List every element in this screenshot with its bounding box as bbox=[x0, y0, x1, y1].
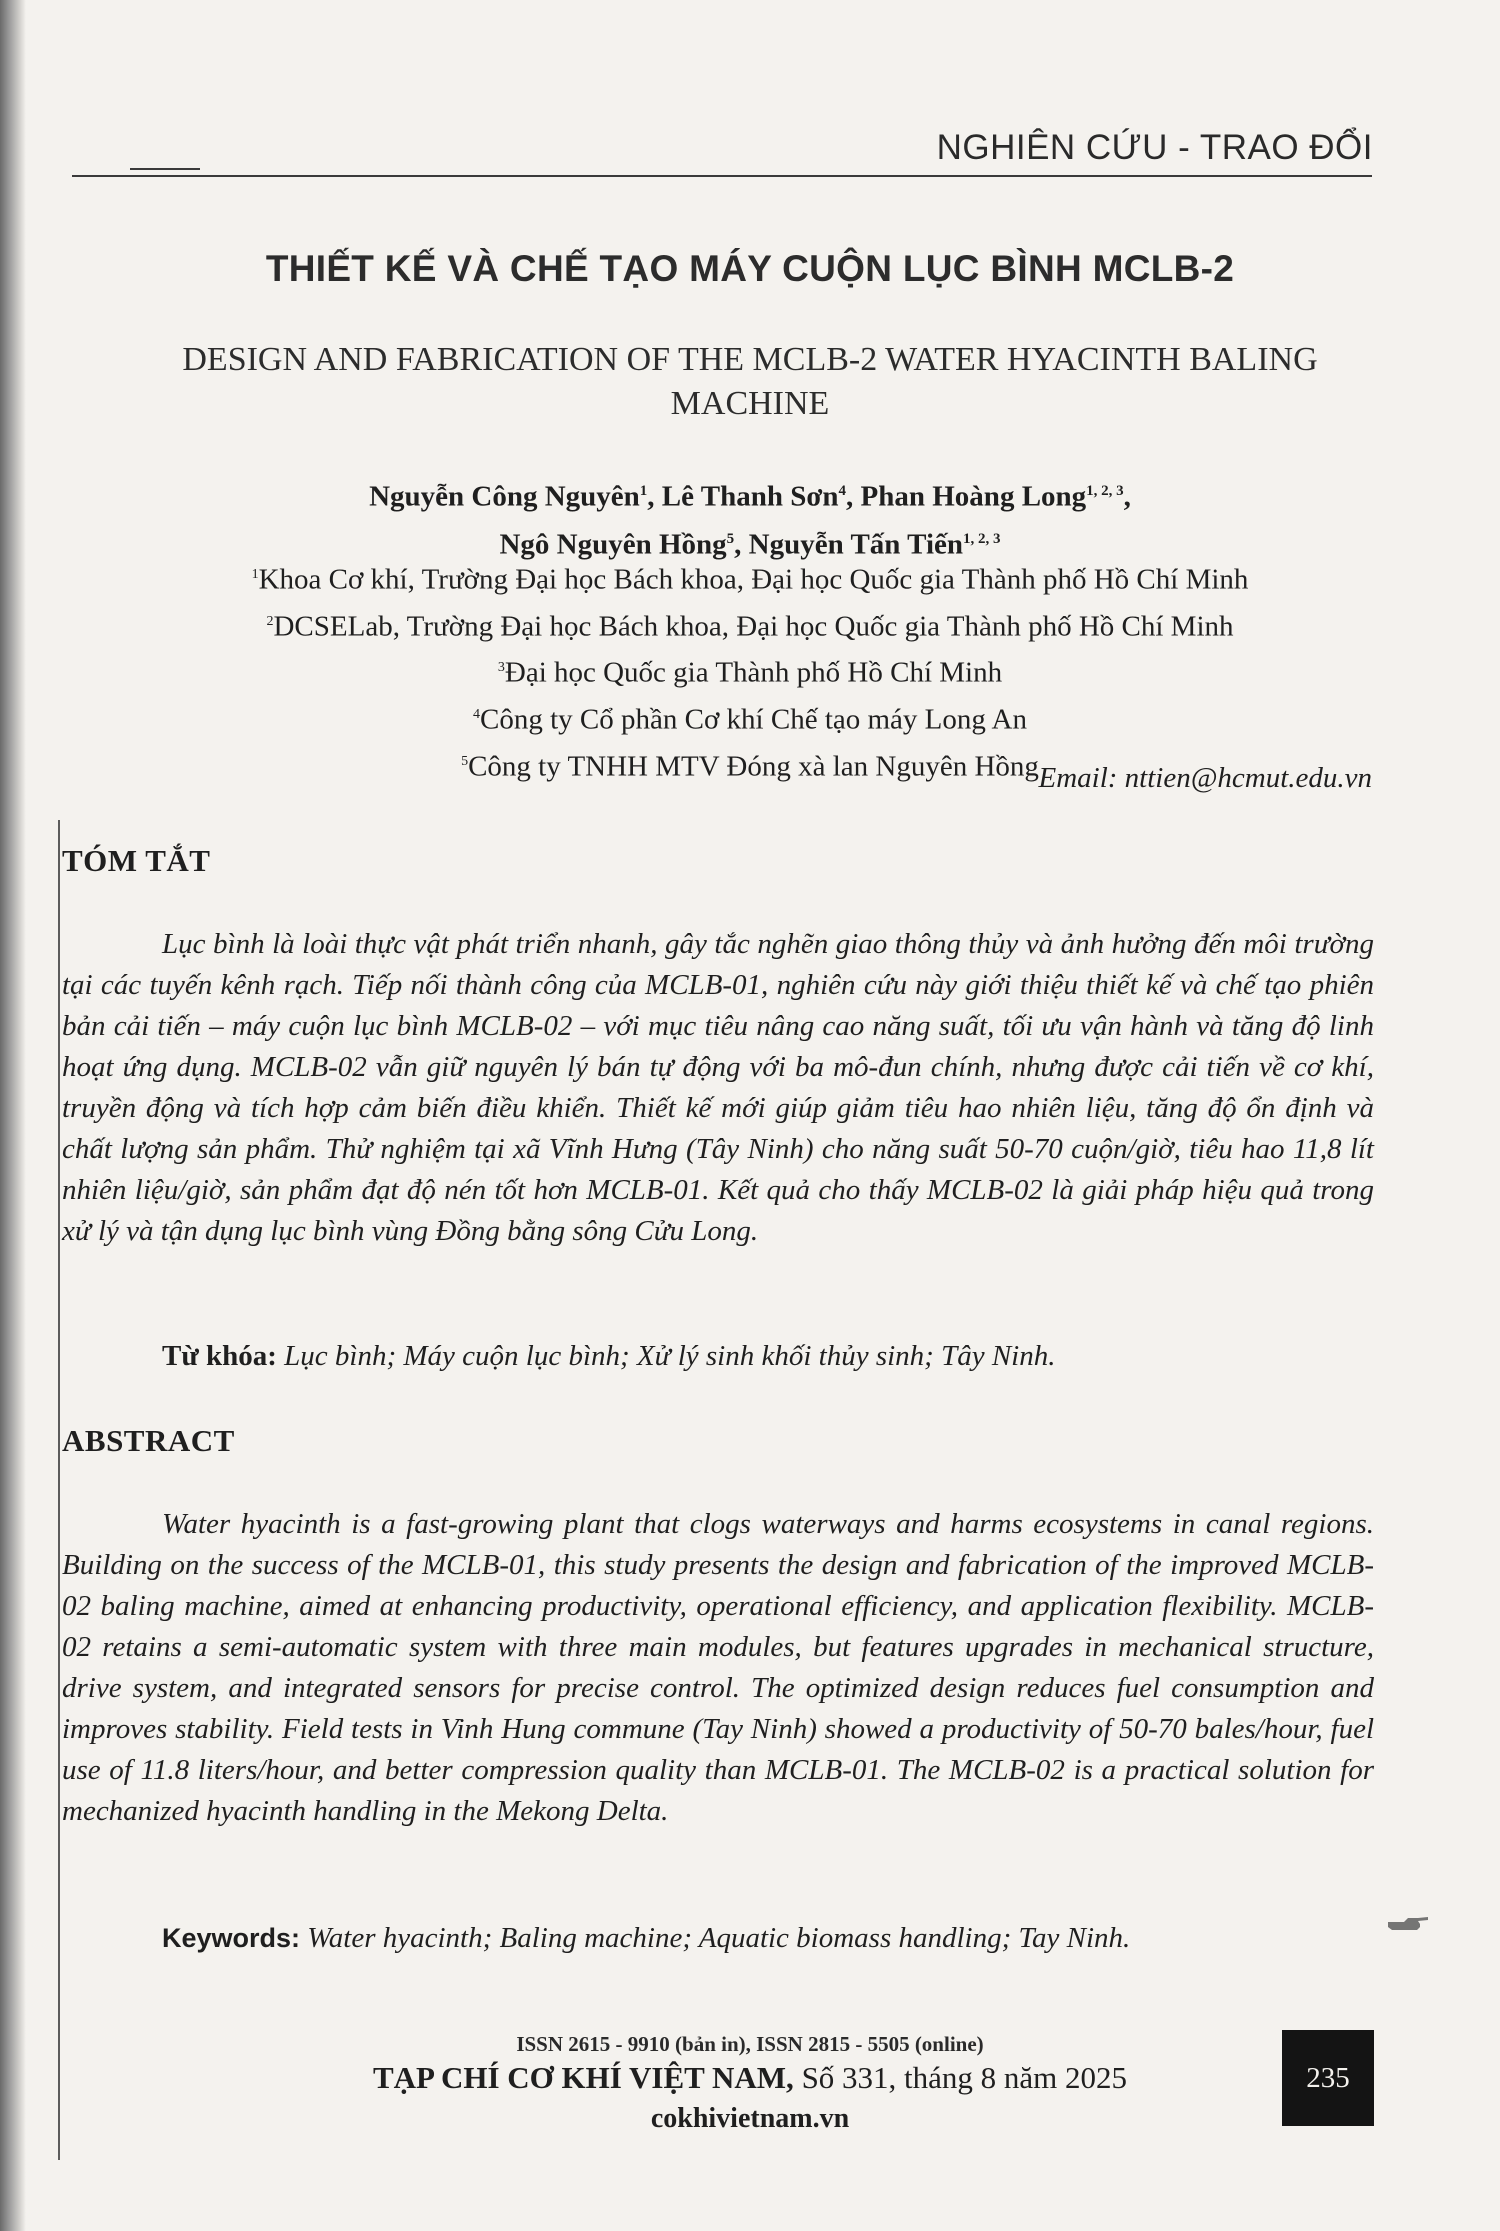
page-binding-shadow bbox=[0, 0, 26, 2231]
affiliation-number: 2 bbox=[266, 613, 274, 629]
affiliation-text: Công ty TNHH MTV Đóng xà lan Nguyên Hồng bbox=[468, 750, 1039, 783]
page-binding-line bbox=[58, 820, 60, 2160]
author-affiliation-mark: 1, 2, 3 bbox=[1086, 483, 1124, 499]
journal-issue: Số 331, tháng 8 năm 2025 bbox=[793, 2060, 1128, 2095]
keywords-label-en: Keywords: bbox=[162, 1923, 301, 1953]
author-separator: , bbox=[1123, 480, 1131, 513]
affiliation-item bbox=[0, 647, 1500, 694]
title-english bbox=[100, 338, 1400, 426]
affiliation-item bbox=[0, 554, 1500, 601]
journal-line bbox=[0, 2060, 1500, 2096]
keywords-label-vn: Từ khóa: bbox=[162, 1340, 277, 1372]
journal-website: cokhivietnam.vn bbox=[650, 2103, 850, 2134]
title-english-line-2: MACHINE bbox=[670, 385, 830, 422]
affiliation-number: 4 bbox=[473, 706, 480, 722]
author-affiliation-mark: 1, 2, 3 bbox=[963, 530, 1001, 547]
page-number-box bbox=[1282, 2030, 1374, 2126]
abstract-heading: ABSTRACT bbox=[62, 1423, 235, 1458]
author-name: Nguyễn Tấn Tiến bbox=[748, 528, 964, 561]
title-english-line-1: DESIGN AND FABRICATION OF THE MCLB-2 WATER HYACINTH BALING bbox=[182, 341, 1318, 378]
affiliation-text: Công ty Cổ phần Cơ khí Chế tạo máy Long An bbox=[480, 703, 1027, 736]
author-name: Phan Hoàng Long bbox=[860, 480, 1087, 513]
author-affiliation-mark: 4 bbox=[838, 483, 847, 499]
journal-name: TẠP CHÍ CƠ KHÍ VIỆT NAM, bbox=[372, 2060, 794, 2095]
abstract-body: Water hyacinth is a fast-growing plant that clogs waterways and harms ecosystems in canal regions. Building on the success of the MCLB-01, this study presents the design and fabrication of the improved MCLB-02 baling machine, aimed at enhancing productivity, operational efficiency, and application flexibility. MCLB-02 retains a semi-automatic system with three main modules, but features upgrades in mechanical structure, drive system, and integrated sensors for precise control. The optimized design reduces fuel consumption and improves stability. Field tests in Vinh Hung commune (Tay Ninh) showed a productivity of 50-70 bales/hour, fuel use of 11.8 liters/hour, and better compression quality than MCLB-01. The MCLB-02 is a practical solution for mechanized hyacinth handling in the Mekong Delta. bbox=[62, 1508, 1374, 1827]
pointing-hand-icon bbox=[1384, 1912, 1430, 1936]
keywords-value-en: Water hyacinth; Baling machine; Aquatic biomass handling; Tay Ninh. bbox=[307, 1922, 1131, 1954]
author-name: Nguyễn Công Nguyên bbox=[369, 480, 640, 513]
affiliation-list bbox=[0, 554, 1500, 787]
tom-tat-body: Lục bình là loài thực vật phát triển nhanh, gây tắc nghẽn giao thông thủy và ảnh hưởng đến môi trường tại các tuyến kênh rạch. Tiếp nối thành công của MCLB-01, nghiên cứu này giới thiệu thiết kế và chế tạo phiên bản cải tiến – máy cuộn lục bình MCLB-02 – với mục tiêu nâng cao năng suất, tối ưu vận hành và tăng độ linh hoạt ứng dụng. MCLB-02 vẫn giữ nguyên lý bán tự động với ba mô-đun chính, nhưng được cải tiến về cơ khí, truyền động và tích hợp cảm biến điều khiển. Thiết kế mới giúp giảm tiêu hao nhiên liệu, tăng độ ổn định và chất lượng sản phẩm. Thử nghiệm tại xã Vĩnh Hưng (Tây Ninh) cho năng suất 50-70 cuộn/giờ, tiêu hao 11,8 lít nhiên liệu/giờ, sản phẩm đạt độ nén tốt hơn MCLB-01. Kết quả cho thấy MCLB-02 là giải pháp hiệu quả trong xử lý và tận dụng lục bình vùng Đồng bằng sông Cửu Long. bbox=[62, 928, 1374, 1247]
title-vietnamese: THIẾT KẾ VÀ CHẾ TẠO MÁY CUỘN LỤC BÌNH MCLB-2 bbox=[265, 248, 1235, 289]
affiliation-number: 5 bbox=[461, 753, 469, 769]
author-list bbox=[0, 470, 1500, 565]
author-affiliation-mark: 1 bbox=[639, 483, 648, 499]
affiliation-item bbox=[0, 601, 1500, 648]
corresponding-email: Email: nttien@hcmut.edu.vn bbox=[1038, 762, 1372, 794]
header-rule bbox=[72, 175, 1372, 177]
author-separator: , bbox=[647, 480, 662, 513]
affiliation-number: 3 bbox=[497, 660, 505, 676]
author-separator: , bbox=[846, 480, 861, 513]
issn-line: ISSN 2615 - 9910 (bản in), ISSN 2815 - 5505 (online) bbox=[516, 2032, 984, 2056]
section-header: NGHIÊN CỨU - TRAO ĐỔI bbox=[936, 128, 1373, 167]
affiliation-text: Khoa Cơ khí, Trường Đại học Bách khoa, Đại học Quốc gia Thành phố Hồ Chí Minh bbox=[258, 563, 1249, 596]
abstract-keywords bbox=[162, 1922, 1130, 1955]
author-affiliation-mark: 5 bbox=[726, 530, 735, 547]
author-name: Lê Thanh Sơn bbox=[661, 480, 839, 513]
keywords-value-vn: Lục bình; Máy cuộn lục bình; Xử lý sinh khối thủy sinh; Tây Ninh. bbox=[284, 1340, 1056, 1372]
affiliation-text: DCSELab, Trường Đại học Bách khoa, Đại học Quốc gia Thành phố Hồ Chí Minh bbox=[273, 610, 1234, 643]
page-number: 235 bbox=[1306, 2061, 1350, 2094]
author-line-1 bbox=[0, 470, 1500, 518]
affiliation-number: 1 bbox=[251, 567, 259, 582]
tom-tat-keywords bbox=[162, 1340, 1056, 1373]
affiliation-item bbox=[0, 694, 1500, 741]
author-name: Ngô Nguyên Hồng bbox=[499, 528, 727, 561]
author-separator: , bbox=[734, 528, 749, 561]
header-rule-dash bbox=[130, 168, 200, 170]
tom-tat-heading: TÓM TẮT bbox=[62, 843, 211, 878]
affiliation-text: Đại học Quốc gia Thành phố Hồ Chí Minh bbox=[504, 656, 1003, 689]
